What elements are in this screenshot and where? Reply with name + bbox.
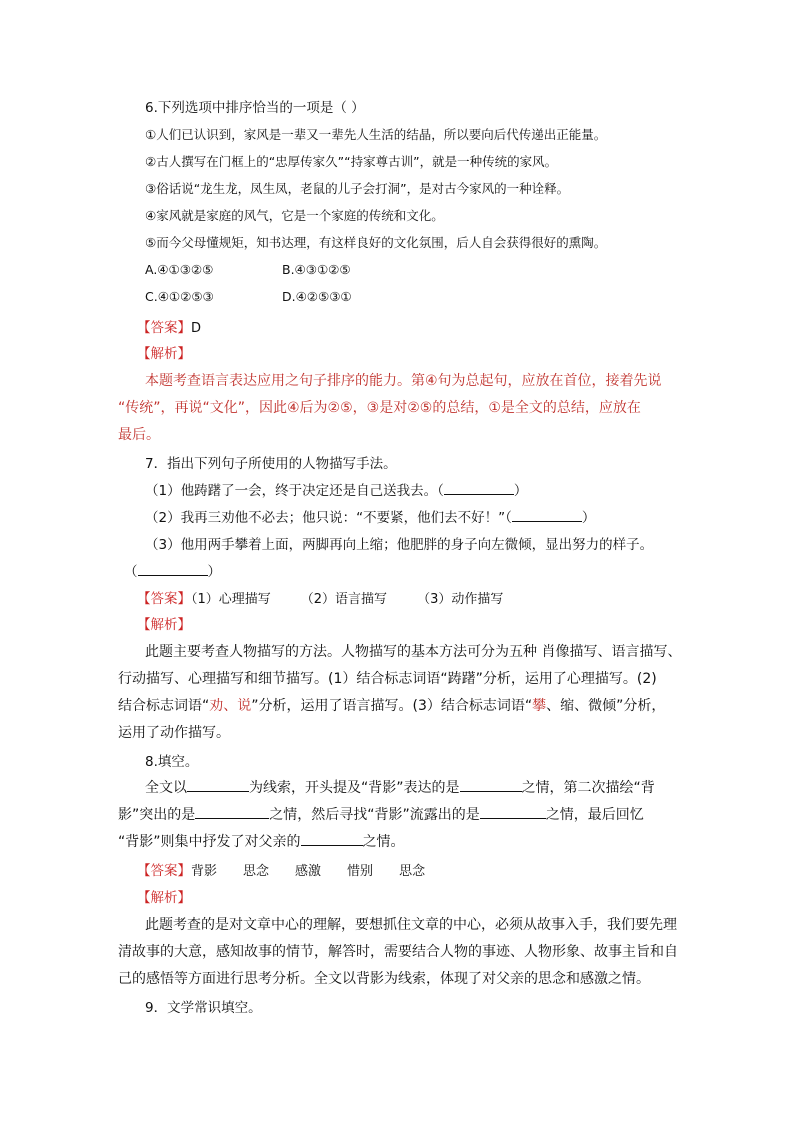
q7-analysis-keyword-1: 劝、说 [209, 698, 252, 714]
q7-paren-close-1: ） [513, 483, 528, 499]
q8-text-2a: 影”突出的是 [118, 807, 196, 823]
q7-analysis-line-4: 运用了动作描写。 [118, 725, 230, 741]
q8-blank-2[interactable] [460, 779, 522, 792]
q6-sentence-3: ③俗话说“龙生龙，凤生凤，老鼠的儿子会打洞”，是对古今家风的一种诠释。 [145, 181, 570, 196]
q8-text-1c: 之情，第二次描绘“背 [521, 780, 655, 796]
answer-tag: 【答案】 [137, 863, 191, 879]
q8-answer-4: 惜别 [347, 864, 374, 879]
q6-analysis-tag [137, 342, 191, 362]
q8-analysis-line-3: 己的感悟等方面进行思考分析。全文以背影为线索，体现了对父亲的思念和感激之情。 [118, 971, 650, 987]
q8-analysis-line-2: 清故事的大意，感知故事的情节，解答时，需要结合人物的事迹、人物形象、故事主旨和自 [118, 944, 678, 960]
q6-answer-value: D [191, 321, 202, 336]
q8-answer-5: 思念 [399, 864, 426, 879]
q8-answer-1: 背影 [191, 864, 218, 879]
q7-paren-close-2: ） [581, 510, 596, 526]
q8-blank-4[interactable] [480, 806, 546, 819]
q6-stem: 6.下列选项中排序恰当的一项是（ ） [145, 100, 365, 116]
q6-answer [137, 316, 201, 336]
q8-text-3b: 之情。 [362, 834, 405, 850]
q6-option-a: A.④①③②⑤ [145, 262, 214, 277]
q8-line-2 [118, 804, 644, 824]
q8-text-1a: 全文以 [145, 780, 187, 796]
q7-blank-3[interactable] [138, 563, 208, 576]
q8-text-1b: 为线索，开头提及“背影”表达的是 [249, 780, 460, 796]
q7-analysis-keyword-2: 攀 [532, 698, 547, 714]
q8-text-2c: 之情，最后回忆 [545, 807, 644, 823]
q6-sentence-5: ⑤而今父母懂规矩，知书达理，有这样良好的文化氛围，后人自会获得很好的熏陶。 [145, 235, 607, 250]
q8-answer-3: 感激 [295, 864, 322, 879]
answer-tag: 【答案】 [137, 591, 191, 607]
q8-blank-1[interactable] [187, 779, 249, 792]
q7-sentence-2 [145, 506, 595, 526]
q6-analysis-line-1 [145, 370, 662, 390]
q7-blank-2[interactable] [512, 509, 582, 522]
q6-sentence-4: ④家风就是家庭的风气，它是一个家庭的传统和文化。 [145, 208, 444, 223]
q7-analysis-line-1: 此题主要考查人物描写的方法。人物描写的基本方法可分为五种 肖像描写、语言描写、 [145, 644, 682, 660]
q8-line-1 [145, 777, 655, 797]
q8-blank-3[interactable] [195, 806, 269, 819]
q8-text-2b: 之情，然后寻找“背影”流露出的是 [269, 807, 480, 823]
q8-analysis-line-1: 此题考查的是对文章中心的理解，要想抓住文章的中心，必须从故事入手，我们要先理 [145, 917, 677, 933]
q8-answer [137, 859, 425, 879]
q8-analysis-tag [137, 886, 191, 906]
q9-stem: 9．文学常识填空。 [145, 1000, 262, 1016]
q7-paren-open-3: （ [124, 564, 138, 580]
q7-blank-1[interactable] [444, 482, 514, 495]
q6-sentence-1: ①人们已认识到，家风是一辈又一辈先人生活的结晶，所以要向后代传递出正能量。 [145, 127, 607, 142]
q7-analysis-line-3 [118, 695, 665, 715]
q7-analysis-text-3a: 结合标志词语“ [118, 698, 210, 714]
q7-sentence-3-blank-line [124, 560, 221, 580]
q7-analysis-text-3b: ”分析，运用了语言描写。(3）结合标志词语“ [251, 698, 533, 714]
q6-option-d: D.④②⑤③① [282, 289, 352, 304]
q8-blank-5[interactable] [301, 833, 363, 846]
q7-sentence-1 [145, 479, 527, 499]
q7-sentence-2-text: （2）我再三劝他不必去；他只说：“不要紧，他们去不好！”（ [145, 510, 512, 526]
q6-analysis-line-3: 最后。 [118, 427, 160, 443]
q6-sentence-2: ②古人撰写在门框上的“忠厚传家久”“持家尊古训”，就是一种传统的家风。 [145, 154, 558, 169]
q8-stem: 8.填空。 [145, 754, 199, 770]
q8-line-3 [118, 831, 405, 851]
q7-analysis-line-2: 行动描写、心理描写和细节描写。(1）结合标志词语“踌躇”分析，运用了心理描写。(2) [118, 671, 657, 687]
q7-analysis-tag [137, 613, 191, 633]
q7-sentence-1-text: （1）他踌躇了一会，终于决定还是自己送我去。（ [145, 483, 444, 499]
q6-analysis-line-2: “传统”，再说“文化”，因此④后为②⑤，③是对②⑤的总结，①是全文的总结，应放在 [118, 400, 641, 416]
q6-option-c: C.④①②⑤③ [145, 289, 214, 304]
q7-answer-1: （1）心理描写 [191, 592, 271, 607]
q7-sentence-3: （3）他用两手攀着上面，两脚再向上缩；他肥胖的身子向左微倾，显出努力的样子。 [145, 537, 654, 553]
q6-option-b: B.④③①②⑤ [282, 262, 351, 277]
q6-analysis-text-1: 本题考查语言表达应用之句子排序的能力。第④句为总起句，应放在首位，接着先说 [145, 373, 662, 389]
q7-stem: 7．指出下列句子所使用的人物描写手法。 [145, 456, 397, 472]
analysis-tag: 【解析】 [137, 346, 191, 362]
q7-answer [137, 587, 503, 607]
analysis-tag: 【解析】 [137, 890, 191, 906]
q8-answer-2: 思念 [243, 864, 270, 879]
answer-tag: 【答案】 [137, 320, 191, 336]
q7-answer-3: （3）动作描写 [417, 592, 504, 607]
q8-text-3a: “背影”则集中抒发了对父亲的 [118, 834, 301, 850]
q7-analysis-text-3c: 、缩、微倾”分析， [546, 698, 666, 714]
q7-paren-close-3: ） [207, 564, 221, 580]
analysis-tag: 【解析】 [137, 617, 191, 633]
q7-answer-2: （2）语言描写 [300, 592, 388, 607]
